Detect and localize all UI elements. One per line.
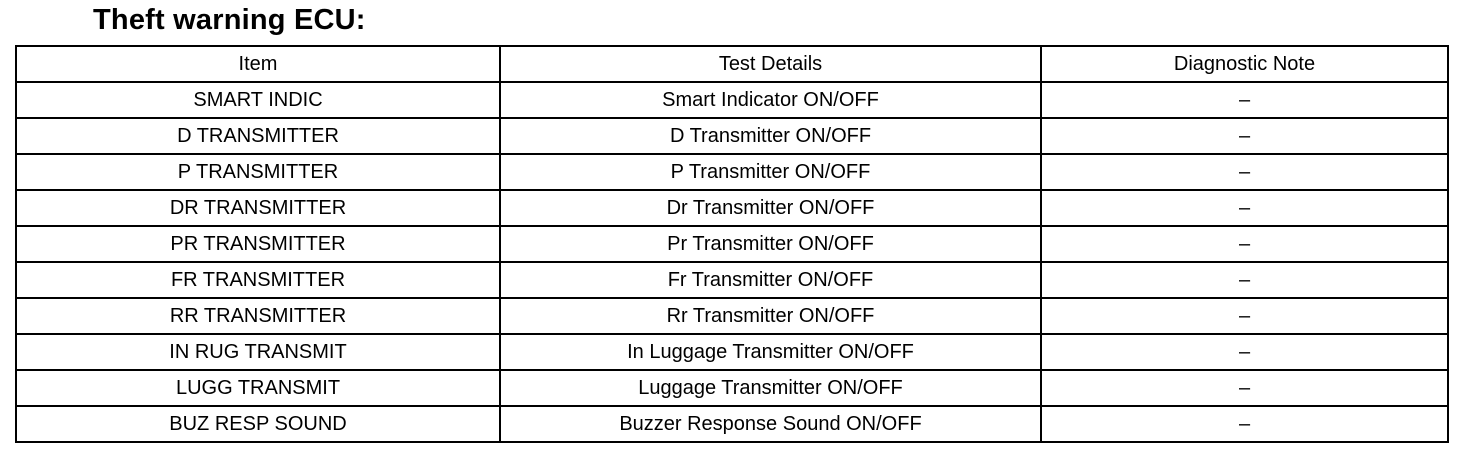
- cell-diagnostic-note: –: [1041, 262, 1448, 298]
- cell-test-details: P Transmitter ON/OFF: [500, 154, 1041, 190]
- cell-diagnostic-note: –: [1041, 190, 1448, 226]
- table-row: [16, 154, 1448, 190]
- table-row: [16, 226, 1448, 262]
- table-row: [16, 370, 1448, 406]
- cell-item: IN RUG TRANSMIT: [16, 334, 500, 370]
- cell-diagnostic-note: –: [1041, 82, 1448, 118]
- cell-test-details: Pr Transmitter ON/OFF: [500, 226, 1041, 262]
- cell-test-details: In Luggage Transmitter ON/OFF: [500, 334, 1041, 370]
- cell-test-details: Buzzer Response Sound ON/OFF: [500, 406, 1041, 442]
- table-body: [16, 82, 1448, 442]
- table-row: [16, 118, 1448, 154]
- page-title: Theft warning ECU:: [93, 4, 366, 36]
- cell-item: DR TRANSMITTER: [16, 190, 500, 226]
- table-row: [16, 262, 1448, 298]
- table-row: [16, 190, 1448, 226]
- cell-item: BUZ RESP SOUND: [16, 406, 500, 442]
- column-header-diagnostic-note: Diagnostic Note: [1041, 46, 1448, 82]
- cell-item: P TRANSMITTER: [16, 154, 500, 190]
- table-header: [16, 46, 1448, 82]
- cell-diagnostic-note: –: [1041, 334, 1448, 370]
- header-row: [16, 46, 1448, 82]
- cell-test-details: Rr Transmitter ON/OFF: [500, 298, 1041, 334]
- cell-item: SMART INDIC: [16, 82, 500, 118]
- cell-item: LUGG TRANSMIT: [16, 370, 500, 406]
- table-row: [16, 298, 1448, 334]
- cell-item: D TRANSMITTER: [16, 118, 500, 154]
- cell-diagnostic-note: –: [1041, 118, 1448, 154]
- cell-diagnostic-note: –: [1041, 370, 1448, 406]
- table-row: [16, 82, 1448, 118]
- cell-diagnostic-note: –: [1041, 406, 1448, 442]
- cell-test-details: Luggage Transmitter ON/OFF: [500, 370, 1041, 406]
- cell-test-details: Smart Indicator ON/OFF: [500, 82, 1041, 118]
- cell-test-details: Fr Transmitter ON/OFF: [500, 262, 1041, 298]
- cell-item: RR TRANSMITTER: [16, 298, 500, 334]
- cell-diagnostic-note: –: [1041, 226, 1448, 262]
- cell-diagnostic-note: –: [1041, 154, 1448, 190]
- table-row: [16, 406, 1448, 442]
- column-header-item: Item: [16, 46, 500, 82]
- cell-diagnostic-note: –: [1041, 298, 1448, 334]
- cell-test-details: Dr Transmitter ON/OFF: [500, 190, 1041, 226]
- table-row: [16, 334, 1448, 370]
- cell-item: FR TRANSMITTER: [16, 262, 500, 298]
- cell-test-details: D Transmitter ON/OFF: [500, 118, 1041, 154]
- column-header-test-details: Test Details: [500, 46, 1041, 82]
- data-table: [15, 45, 1449, 443]
- cell-item: PR TRANSMITTER: [16, 226, 500, 262]
